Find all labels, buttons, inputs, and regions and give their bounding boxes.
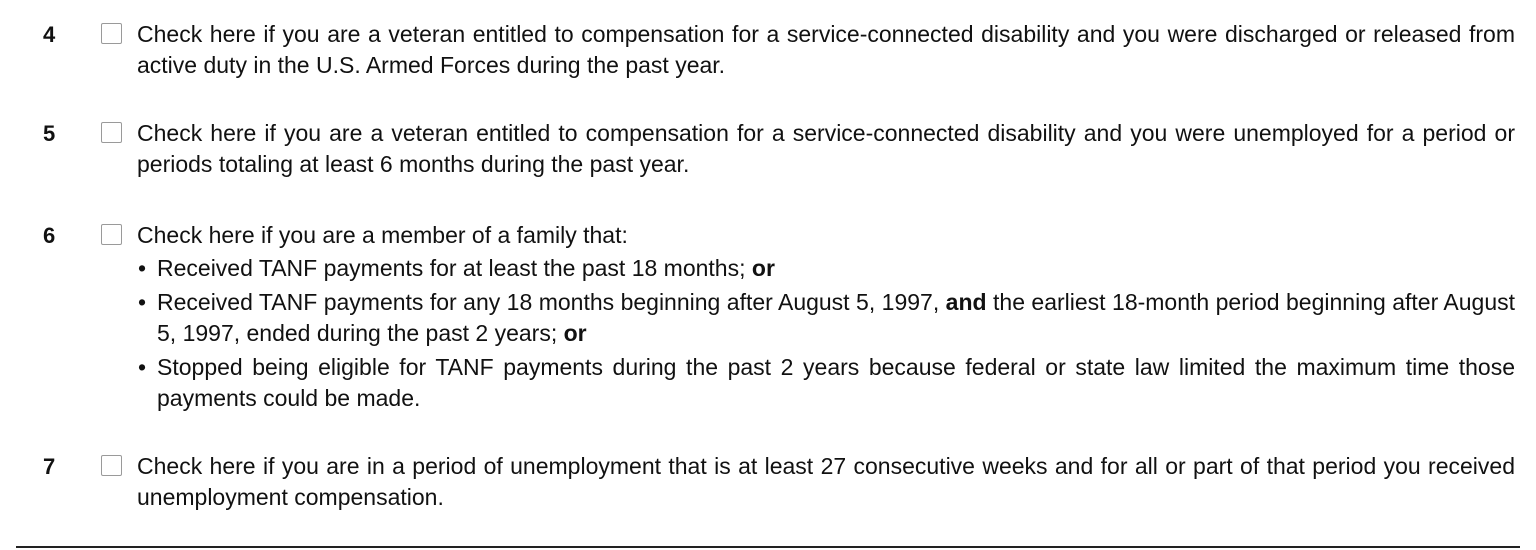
bullet-marker: • xyxy=(138,255,147,281)
condition-item xyxy=(137,352,1515,414)
item-6-checkbox[interactable] xyxy=(101,224,122,245)
item-number: 4 xyxy=(43,22,56,47)
condition-conjunction: or xyxy=(563,320,587,346)
item-5-text: Check here if you are a veteran entitled to compensation for a service-connected disability and you were unemployed for a period or periods totaling at least 6 months during the past year. xyxy=(137,120,1515,177)
bullet-marker: • xyxy=(138,289,147,315)
item-6-text: Check here if you are a member of a family that: xyxy=(137,222,628,248)
item-7-text: Check here if you are in a period of unemployment that is at least 27 consecutive weeks and for all or part of that period you received unemployment compensation. xyxy=(137,453,1515,510)
bullet-marker: • xyxy=(138,354,147,380)
item-7-checkbox[interactable] xyxy=(101,455,122,476)
condition-text: Received TANF payments for at least the past 18 months; xyxy=(157,255,746,281)
section-divider xyxy=(16,546,1520,548)
condition-emphasis: and xyxy=(945,289,987,315)
item-6-conditions-list xyxy=(137,253,1515,417)
condition-item xyxy=(137,253,1515,284)
item-4-text: Check here if you are a veteran entitled to compensation for a service-connected disability and you were discharged or released from active duty in the U.S. Armed Forces during the past year. xyxy=(137,21,1515,78)
condition-conjunction: or xyxy=(751,255,775,281)
condition-text: Stopped being eligible for TANF payments during the past 2 years because federal or state law limited the maximum time those payments could be made. xyxy=(157,354,1515,411)
item-4-checkbox[interactable] xyxy=(101,23,122,44)
item-number: 7 xyxy=(43,454,56,479)
item-5-checkbox[interactable] xyxy=(101,122,122,143)
item-number: 6 xyxy=(43,223,56,248)
condition-item xyxy=(137,287,1515,349)
condition-text: Received TANF payments for any 18 months beginning after August 5, 1997, xyxy=(157,289,940,315)
condition-text: the earliest 18-month period beginning after August 5, 1997, ended during the past 2 years; xyxy=(157,289,1516,346)
item-number: 5 xyxy=(43,121,56,146)
